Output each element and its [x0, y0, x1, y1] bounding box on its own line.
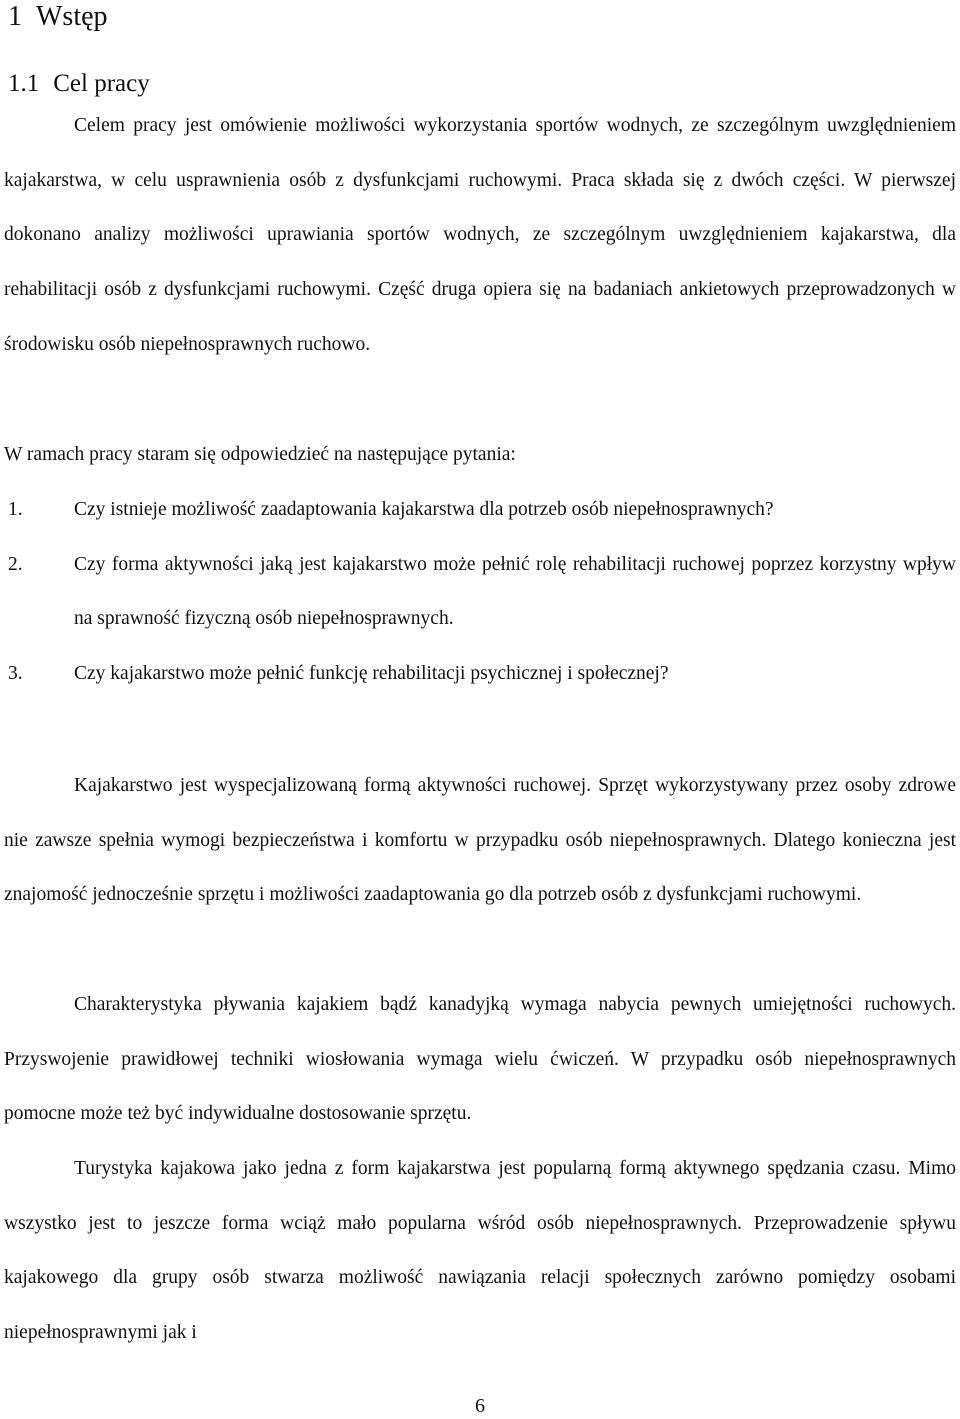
list-marker: 2.	[8, 553, 23, 575]
section-number: 1.1	[8, 70, 40, 97]
list-item-text: Czy forma aktywności jaką jest kajakarstwo może pełnić rolę rehabilitacji ruchowej poprzez korzystny wpływ na sprawność fizyczną osób niepełnosprawnych.	[74, 553, 956, 630]
paragraph-tourism: Turystyka kajakowa jako jedna z form kajakarstwa jest popularną formą aktywnego spędzania czasu. Mimo wszystko jest to jeszcze forma wciąż mało popularna wśród osób niepełnosprawnych. Przeprowadzenie spływu kajakowego dla grupy osób stwarza możliwość nawiązania relacji społecznych zarówno pomiędzy osobami niepełnosprawnymi jak i	[4, 1158, 956, 1344]
section-heading	[8, 68, 150, 100]
paragraph-questions-intro: W ramach pracy staram się odpowiedzieć na następujące pytania:	[4, 444, 516, 465]
list-marker: 1.	[8, 499, 23, 520]
list-item-text: Czy istnieje możliwość zaadaptowania kajakarstwa dla potrzeb osób niepełnosprawnych?	[74, 499, 774, 520]
list-item-text: Czy kajakarstwo może pełnić funkcję rehabilitacji psychicznej i społecznej?	[74, 663, 669, 685]
chapter-heading	[8, 0, 108, 34]
list-item	[4, 483, 956, 538]
list-item	[4, 647, 956, 702]
paragraph-characteristics: Charakterystyka pływania kajakiem bądź kanadyjką wymaga nabycia pewnych umiejętności ruchowych. Przyswojenie prawidłowej techniki wiosłowania wymaga wielu ćwiczeń. W przypadku osób niepełnosprawnych pomocne może też być indywidualne dostosowanie sprzętu.	[4, 994, 956, 1125]
chapter-number: 1	[8, 1, 22, 32]
chapter-title: Wstęp	[36, 1, 108, 32]
questions-list	[4, 483, 956, 702]
section-title: Cel pracy	[53, 70, 150, 97]
paragraph-kayaking: Kajakarstwo jest wyspecjalizowaną formą aktywności ruchowej. Sprzęt wykorzystywany przez osoby zdrowe nie zawsze spełnia wymogi bezpieczeństwa i komfortu w przypadku osób niepełnosprawnych. Dlatego konieczna jest znajomość jednocześnie sprzętu i możliwości zaadaptowania go dla potrzeb osób z dysfunkcjami ruchowymi.	[4, 775, 956, 906]
paragraph-aim: Celem pracy jest omówienie możliwości wykorzystania sportów wodnych, ze szczególnym uwzględnieniem kajakarstwa, w celu usprawnienia osób z dysfunkcjami ruchowymi. Praca składa się z dwóch części. W pierwszej dokonano analizy możliwości uprawiania sportów wodnych, ze szczególnym uwzględnieniem kajakarstwa, dla rehabilitacji osób z dysfunkcjami ruchowymi. Część druga opiera się na badaniach ankietowych przeprowadzonych w środowisku osób niepełnosprawnych ruchowo.	[4, 115, 956, 355]
page-number: 6	[475, 1395, 485, 1417]
list-marker: 3.	[8, 663, 23, 685]
list-item	[4, 538, 956, 647]
